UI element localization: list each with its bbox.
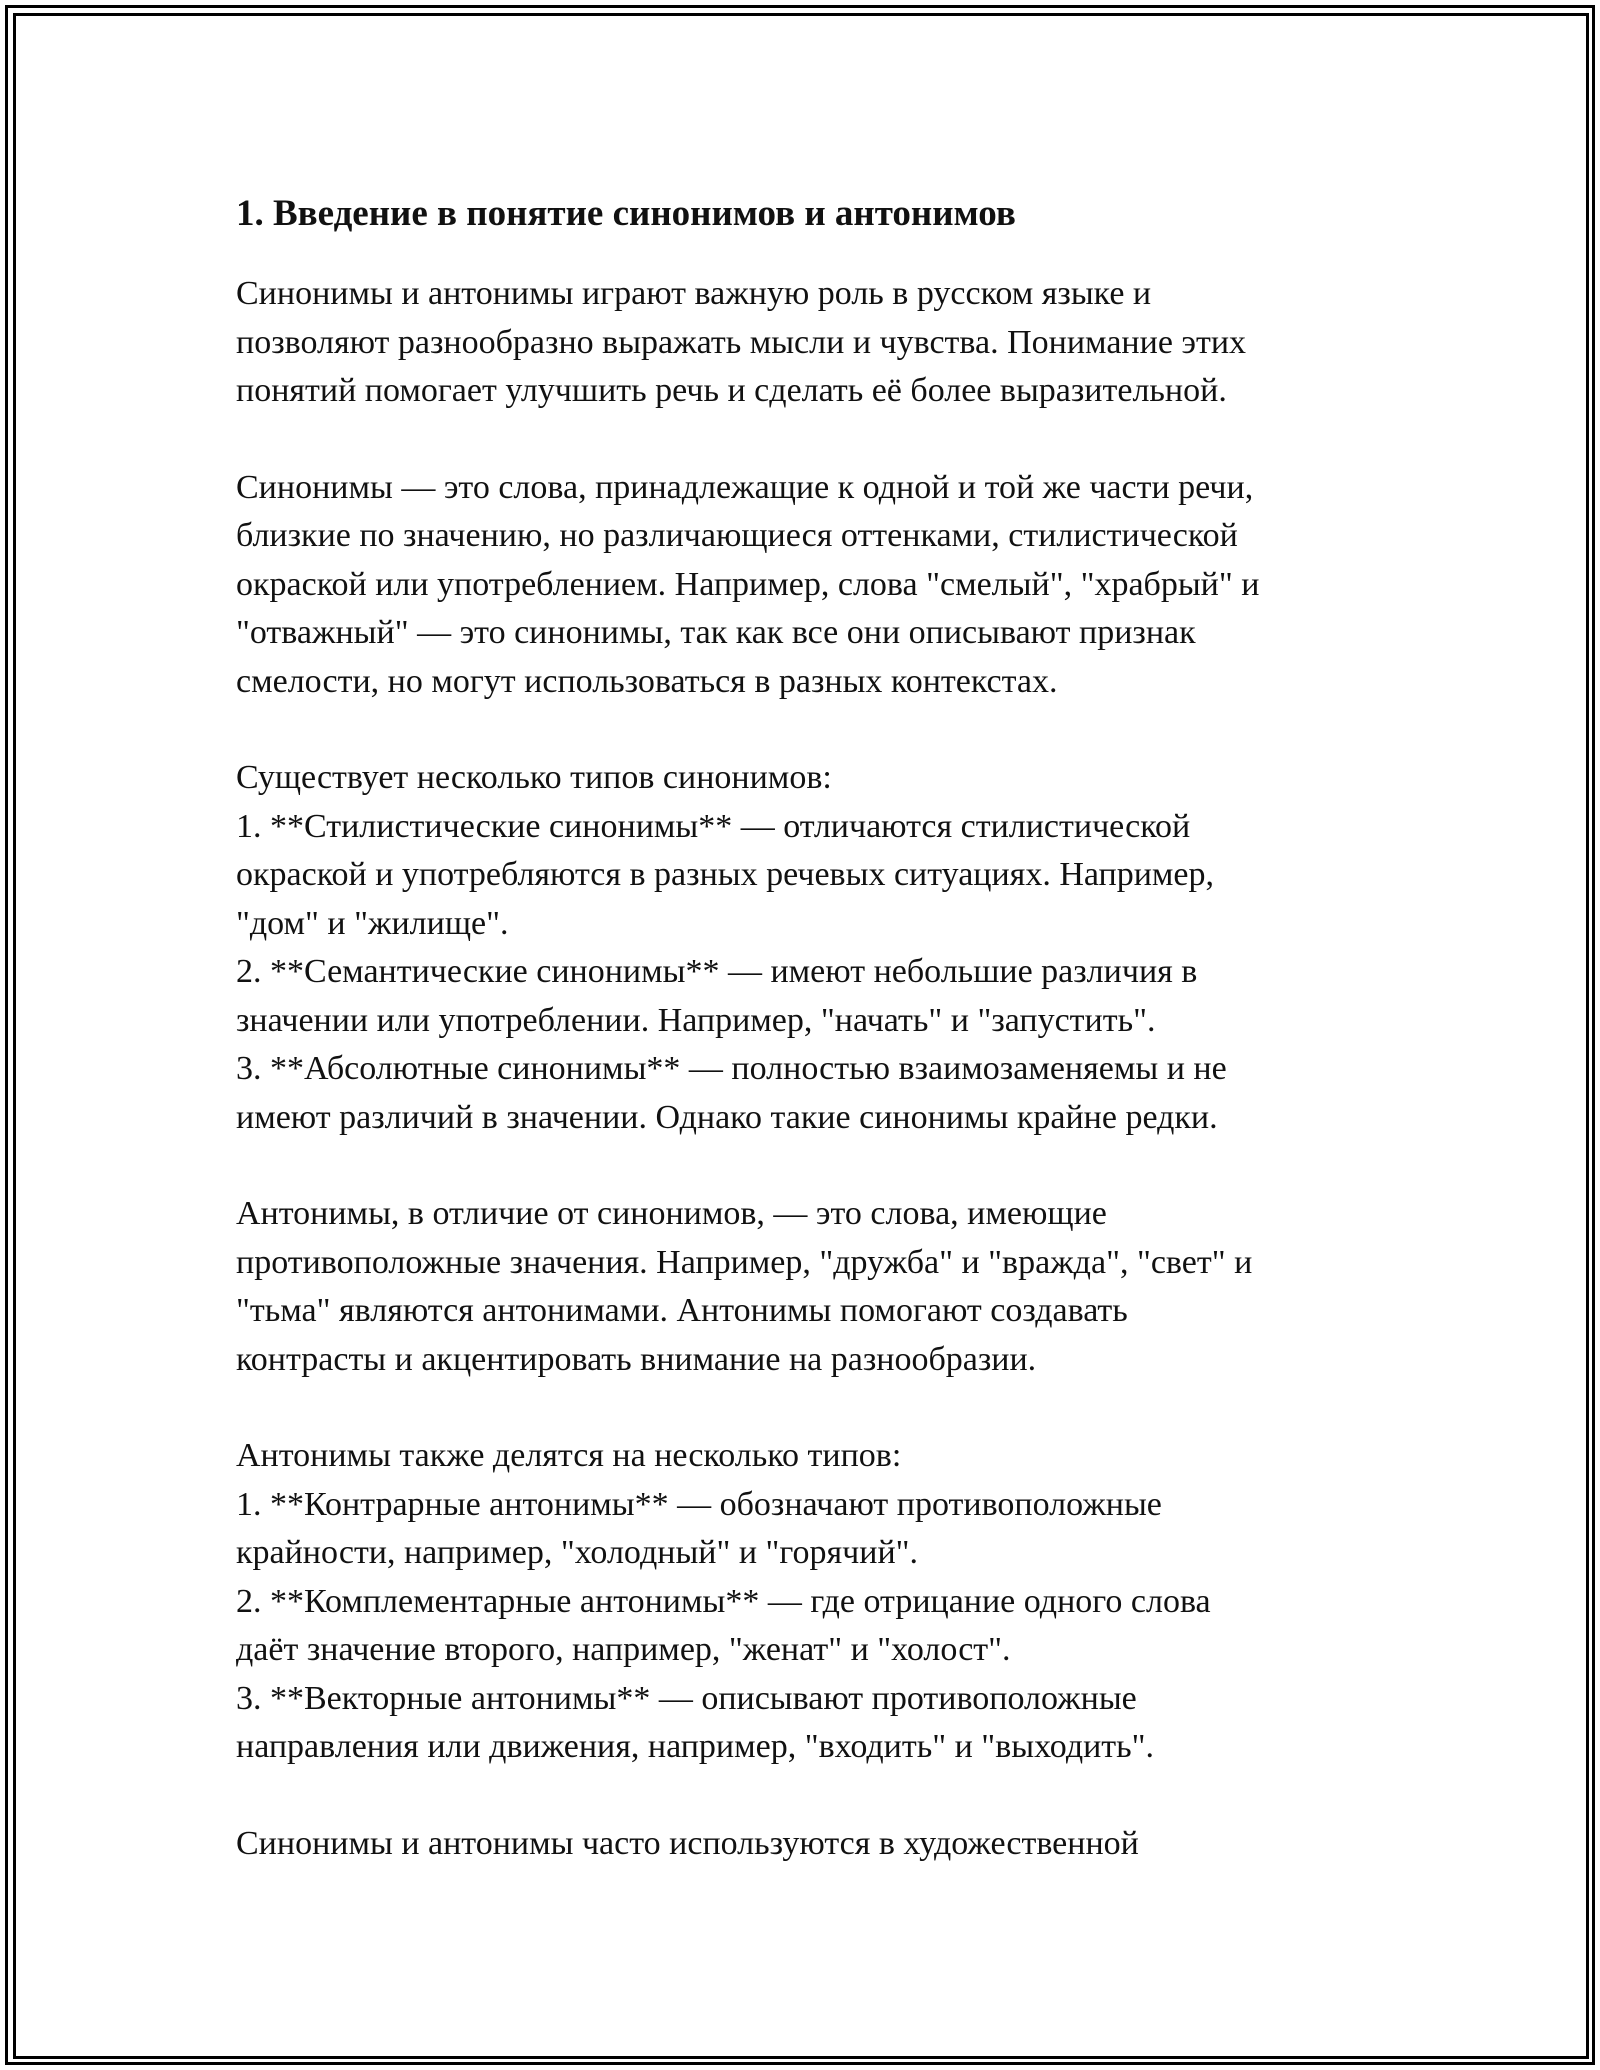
text-line: Существует несколько типов синонимов: xyxy=(236,759,832,796)
text-line: Синонимы — это слова, принадлежащие к одной и той же части речи, xyxy=(236,468,1254,506)
text-line: близкие по значению, но различающиеся оттенками, стилистической xyxy=(236,517,1238,554)
text-line: 1. **Контрарные антонимы** — обозначают противоположные xyxy=(236,1485,1162,1523)
text-line: Антонимы, в отличие от синонимов, — это слова, имеющие xyxy=(236,1195,1107,1232)
paragraph-intro xyxy=(236,270,1366,416)
text-line: 1. **Стилистические синонимы** — отличаются стилистической xyxy=(236,807,1191,845)
text-line: "дом" и "жилище". xyxy=(236,904,509,942)
paragraph-antonym-types xyxy=(236,1432,1366,1772)
text-line: 2. **Семантические синонимы** — имеют небольшие различия в xyxy=(236,953,1198,990)
text-line: направления или движения, например, "входить" и "выходить". xyxy=(236,1728,1155,1765)
text-line: значении или употреблении. Например, "начать" и "запустить". xyxy=(236,1001,1156,1039)
text-line: 3. **Векторные антонимы** — описывают противоположные xyxy=(236,1679,1137,1717)
text-line: Антонимы также делятся на несколько типов: xyxy=(236,1437,902,1474)
text-line: смелости, но могут использоваться в разных контекстах. xyxy=(236,662,1058,700)
text-line: окраской или употреблением. Например, слова "смелый", "храбрый" и xyxy=(236,565,1260,603)
text-line: имеют различий в значении. Однако такие синонимы крайне редки. xyxy=(236,1098,1218,1136)
text-line: "отважный" — это синонимы, так как все они описывают признак xyxy=(236,614,1196,651)
paragraph-synonym-types xyxy=(236,754,1366,1142)
text-line: даёт значение второго, например, "женат" и "холост". xyxy=(236,1631,1011,1668)
text-line: окраской и употребляются в разных речевых ситуациях. Например, xyxy=(236,856,1215,893)
section-heading: 1. Введение в понятие синонимов и антонимов xyxy=(236,193,1016,234)
text-line: противоположные значения. Например, "дружба" и "вражда", "свет" и xyxy=(236,1243,1253,1281)
paragraph-usage xyxy=(236,1820,1366,1869)
text-line: позволяют разнообразно выражать мысли и чувства. Понимание этих xyxy=(236,323,1247,361)
paragraph-antonyms-definition xyxy=(236,1190,1366,1384)
text-line: "тьма" являются антонимами. Антонимы помогают создавать xyxy=(236,1292,1128,1329)
text-line: контрасты и акцентировать внимание на разнообразии. xyxy=(236,1340,1037,1378)
text-line: Синонимы и антонимы играют важную роль в русском языке и xyxy=(236,275,1152,312)
text-line: 3. **Абсолютные синонимы** — полностью взаимозаменяемы и не xyxy=(236,1050,1227,1087)
text-line: понятий помогает улучшить речь и сделать её более выразительной. xyxy=(236,372,1227,409)
document-body xyxy=(236,186,1366,1916)
paragraph-synonyms-definition xyxy=(236,464,1366,707)
text-line: Синонимы и антонимы часто используются в художественной xyxy=(236,1824,1139,1862)
text-line: крайности, например, "холодный" и "горячий". xyxy=(236,1534,919,1571)
text-line: 2. **Комплементарные антонимы** — где отрицание одного слова xyxy=(236,1582,1211,1620)
